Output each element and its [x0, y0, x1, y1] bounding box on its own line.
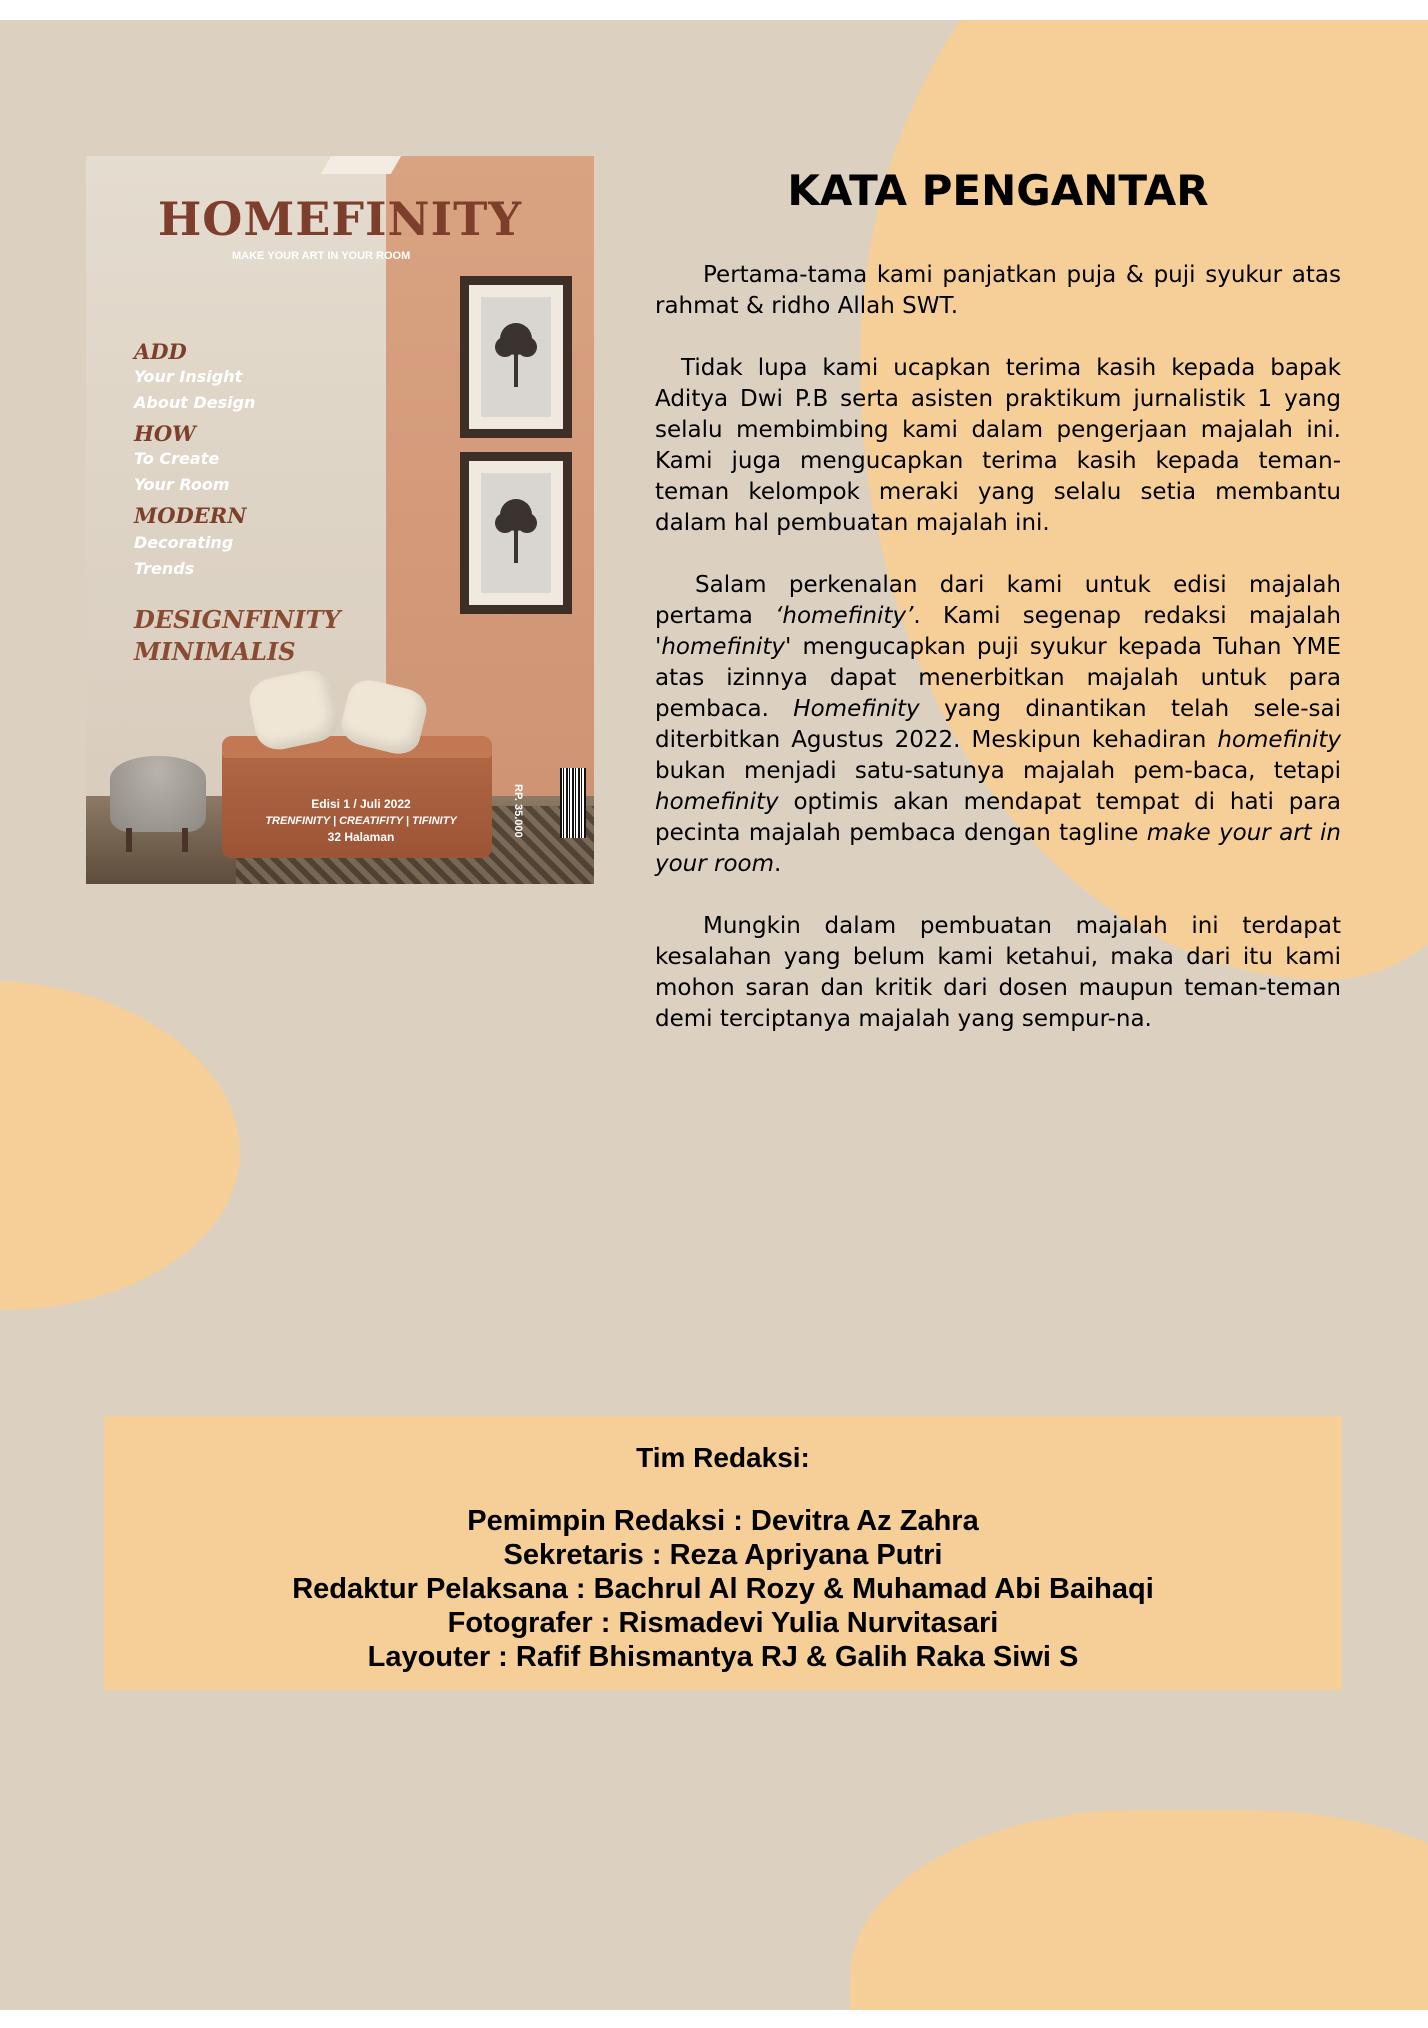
wall-frame: [460, 276, 572, 438]
cover-section-line: Decorating: [134, 533, 234, 552]
cover-title: HOMEFINITY: [157, 192, 523, 246]
cover-edition-block: [226, 796, 496, 845]
foreword-paragraph: Salam perkenalan dari kami untuk edisi majalah pertama ‘homefinity’. Kami segenap redaksi majalah 'homefinity' mengucapkan puji syukur kepada Tuhan YME atas izinnya dapat menerbitkan majalah untuk para pembaca. Homefinity yang dinantikan telah sele-sai diterbitkan Agustus 2022. Meskipun kehadiran homefinity bukan menjadi satu-satunya majalah pem-baca, tetapi homefinity optimis akan mendapat tempat di hati para pecinta majalah pembaca dengan tagline make your art in your room.: [655, 572, 1342, 877]
cover-section-line: Your Room: [134, 475, 230, 494]
cover-tagline: MAKE YOUR ART IN YOUR ROOM: [232, 250, 411, 262]
page-title: KATA PENGANTAR: [787, 166, 1209, 215]
cover-section-line: Your Insight: [134, 367, 243, 386]
cover-section-heading: ADD: [134, 339, 187, 364]
pouf: [110, 756, 206, 832]
foreword-paragraph: Pertama-tama kami panjatkan puja & puji syukur atas rahmat & ridho Allah SWT.: [655, 262, 1341, 319]
decorative-blob-bottom-right: [850, 1810, 1428, 2010]
team-member: Sekretaris : Reza Apriyana Putri: [503, 1539, 943, 1571]
cover-tags: TRENFINITY | CREATIFITY | TIFINITY: [265, 815, 457, 828]
team-title: Tim Redaksi:: [636, 1442, 810, 1473]
cover-price: RP. 35.000: [512, 784, 524, 838]
cover-feature-line: DESIGNFINITY: [134, 605, 341, 634]
team-member: Redaktur Pelaksana : Bachrul Al Rozy & Muhamad Abi Baihaqi: [292, 1573, 1154, 1605]
tree-art-icon: [489, 493, 543, 573]
cover-section-heading: MODERN: [134, 503, 247, 528]
cover-ceiling-molding: [321, 156, 401, 174]
cover-edition: Edisi 1 / Juli 2022: [311, 797, 411, 811]
editorial-team-box: [104, 1416, 1342, 1690]
cover-section-line: To Create: [134, 449, 220, 468]
pouf-leg: [182, 828, 188, 852]
foreword-body: [655, 260, 1341, 1066]
decorative-blob-left: [0, 980, 240, 1310]
team-member: Pemimpin Redaksi : Devitra Az Zahra: [467, 1505, 979, 1537]
magazine-cover: [86, 156, 594, 884]
foreword-paragraph: Mungkin dalam pembuatan majalah ini terdapat kesalahan yang belum kami ketahui, maka dari itu kami mohon saran dan kritik dari dosen maupun teman-teman demi terciptanya majalah yang sempur-na.: [655, 913, 1341, 1032]
team-list: [104, 1504, 1342, 1674]
pouf-leg: [126, 828, 132, 852]
team-member: Fotografer : Rismadevi Yulia Nurvitasari: [447, 1607, 999, 1639]
cover-feature-line: MINIMALIS: [134, 637, 296, 666]
cover-section-line: Trends: [134, 559, 195, 578]
tree-art-icon: [489, 317, 543, 397]
team-member: Layouter : Rafif Bhismantya RJ & Galih Raka Siwi S: [367, 1641, 1079, 1673]
cover-section-line: About Design: [134, 393, 256, 412]
cover-pages: 32 Halaman: [327, 830, 395, 845]
barcode-icon: [560, 768, 586, 838]
wall-frame: [460, 452, 572, 614]
foreword-paragraph: Tidak lupa kami ucapkan terima kasih kepada bapak Aditya Dwi P.B serta asisten praktikum jurnalistik 1 yang selalu membimbing kami dalam pengerjaan majalah ini. Kami juga mengucapkan terima kasih kepada teman-teman kelompok meraki yang selalu setia membantu dalam hal pembuatan majalah ini.: [655, 355, 1341, 536]
cover-section-heading: HOW: [134, 421, 196, 446]
